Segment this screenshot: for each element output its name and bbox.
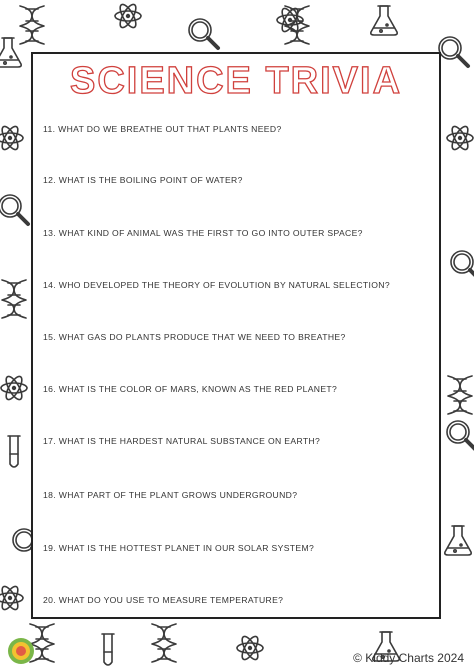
atom-icon xyxy=(115,2,141,30)
test-tube-icon xyxy=(102,634,114,665)
magnifier-icon xyxy=(439,37,468,66)
copyright-footer: © Kiddy Charts 2024 xyxy=(353,651,464,665)
question-item: 13. WHAT KIND OF ANIMAL WAS THE FIRST TO GO INTO OUTER SPACE? xyxy=(43,228,363,238)
magnifier-icon xyxy=(447,421,474,450)
kiddy-charts-logo xyxy=(6,636,36,666)
atom-icon xyxy=(1,374,27,402)
flask-icon xyxy=(445,526,471,555)
dna-helix-icon xyxy=(20,6,44,44)
question-item: 14. WHO DEVELOPED THE THEORY OF EVOLUTION BY NATURAL SELECTION? xyxy=(43,280,390,290)
question-item: 15. WHAT GAS DO PLANTS PRODUCE THAT WE NEED TO BREATHE? xyxy=(43,332,346,342)
question-item: 11. WHAT DO WE BREATHE OUT THAT PLANTS NEED? xyxy=(43,124,282,134)
magnifier-icon xyxy=(451,251,474,280)
atom-icon xyxy=(237,634,263,662)
magnifier-icon xyxy=(189,19,218,48)
magnifier-icon xyxy=(0,195,28,224)
dna-helix-icon xyxy=(152,624,176,662)
question-item: 19. WHAT IS THE HOTTEST PLANET IN OUR SOLAR SYSTEM? xyxy=(43,543,315,553)
question-item: 18. WHAT PART OF THE PLANT GROWS UNDERGROUND? xyxy=(43,490,298,500)
page-title: SCIENCE TRIVIA xyxy=(69,60,403,102)
question-item: 16. WHAT IS THE COLOR OF MARS, KNOWN AS THE RED PLANET? xyxy=(43,384,338,394)
atom-icon xyxy=(447,124,473,152)
atom-icon xyxy=(0,584,23,612)
question-item: 20. WHAT DO YOU USE TO MEASURE TEMPERATURE? xyxy=(43,595,284,605)
question-item: 17. WHAT IS THE HARDEST NATURAL SUBSTANCE ON EARTH? xyxy=(43,436,321,446)
flask-icon xyxy=(371,6,397,35)
question-item: 12. WHAT IS THE BOILING POINT OF WATER? xyxy=(43,175,243,185)
atom-icon xyxy=(0,124,23,152)
test-tube-icon xyxy=(8,436,20,467)
flask-icon xyxy=(0,38,21,67)
trivia-card xyxy=(31,52,441,619)
dna-helix-icon xyxy=(2,280,26,318)
dna-helix-icon xyxy=(448,376,472,414)
